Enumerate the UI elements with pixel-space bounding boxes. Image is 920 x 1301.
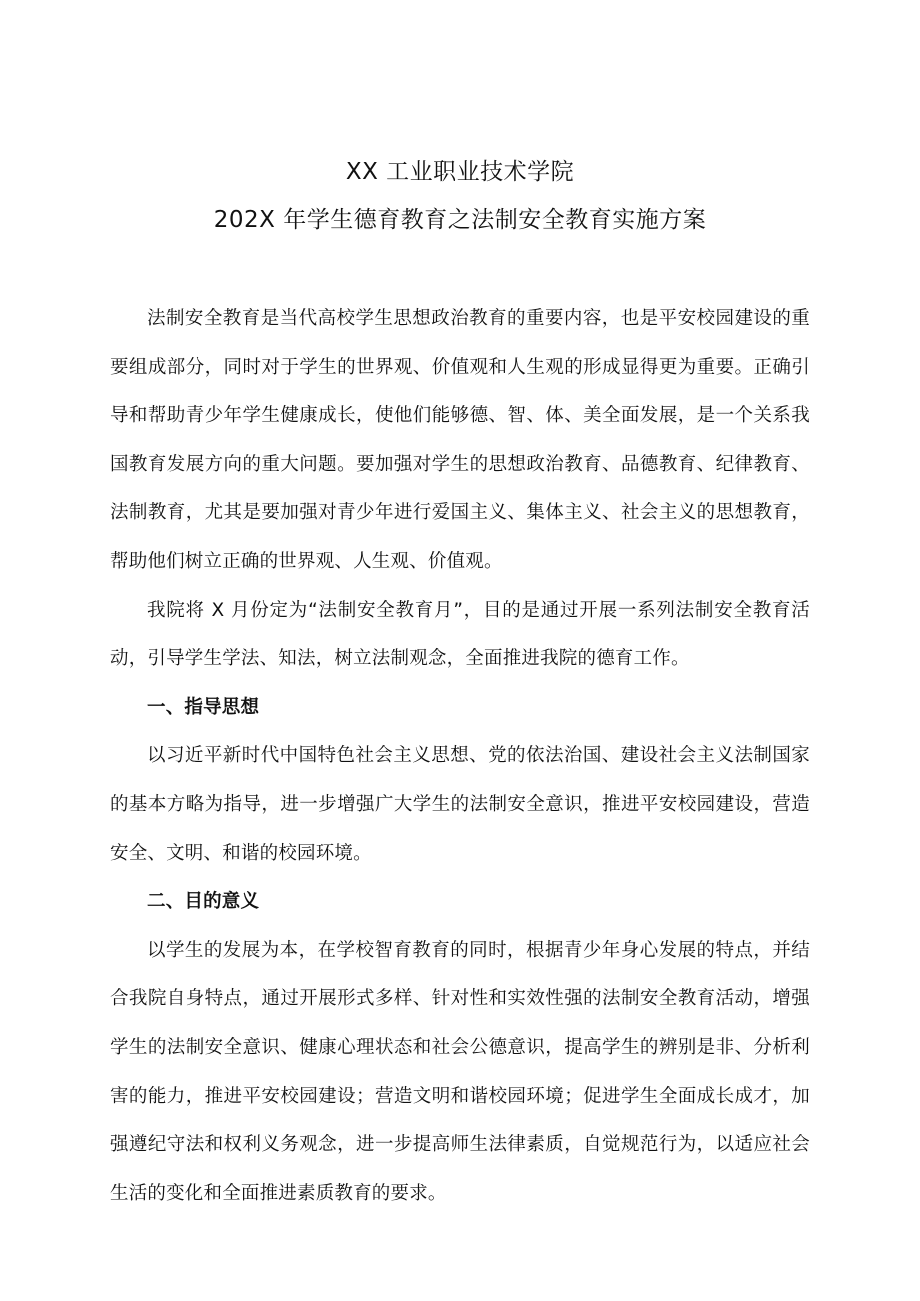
document-body — [110, 295, 810, 1218]
intro-paragraph: 法制安全教育是当代高校学生思想政治教育的重要内容，也是平安校园建设的重要组成部分，同时对于学生的世界观、价值观和人生观的形成显得更为重要。正确引导和帮助青少年学生健康成长，使他们能够德、智、体、美全面发展，是一个关系我国教育发展方向的重大问题。要加强对学生的思想政治教育、品德教育、纪律教育、法制教育，尤其是要加强对青少年进行爱国主义、集体主义、社会主义的思想教育，帮助他们树立正确的世界观、人生观、价值观。 — [110, 308, 810, 572]
document-title-plan: 202X 年学生德育教育之法制安全教育实施方案 — [213, 207, 707, 233]
document-title-school: XX 工业职业技术学院 — [345, 159, 575, 185]
section-paragraph-guiding-ideology: 以习近平新时代中国特色社会主义思想、党的依法治国、建设社会主义法制国家的基本方略为指导，进一步增强广大学生的法制安全意识，推进平安校园建设，营造安全、文明、和谐的校园环境。 — [110, 745, 810, 864]
section-paragraph-purpose: 以学生的发展为本，在学校智育教育的同时，根据青少年身心发展的特点，并结合我院自身特点，通过开展形式多样、针对性和实效性强的法制安全教育活动，增强学生的法制安全意识、健康心理状态和社会公德意识，提高学生的辨别是非、分析利害的能力，推进平安校园建设；营造文明和谐校园环境；促进学生全面成长成才，加强遵纪守法和权利义务观念，进一步提高师生法律素质，自觉规范行为，以适应社会生活的变化和全面推进素质教育的要求。 — [110, 939, 810, 1204]
section-heading-guiding-ideology: 一、指导思想 — [147, 696, 260, 718]
intro-paragraph: 我院将 X 月份定为“法制安全教育月”，目的是通过开展一系列法制安全教育活动，引导学生学法、知法，树立法制观念，全面推进我院的德育工作。 — [110, 599, 810, 670]
section-heading-purpose: 二、目的意义 — [147, 891, 260, 913]
